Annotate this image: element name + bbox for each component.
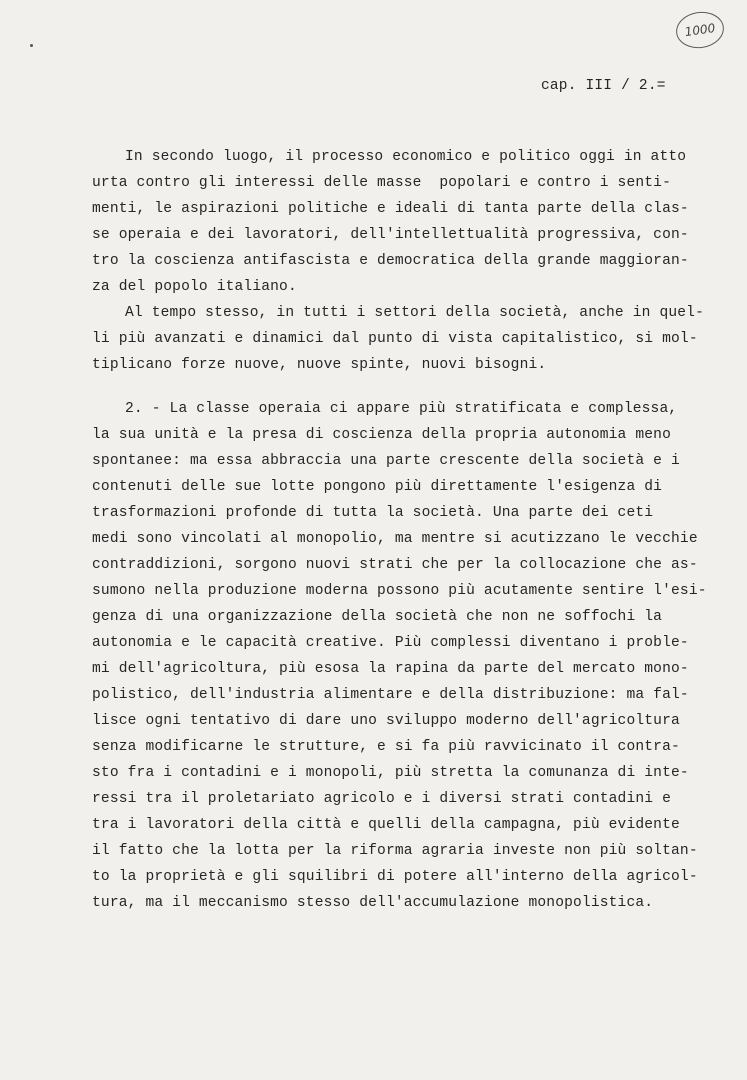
text-line: Al tempo stesso, in tutti i settori della società, anche in quel- — [125, 305, 704, 321]
text-line: In secondo luogo, il processo economico e politico oggi in atto — [125, 149, 687, 165]
text-line: tura, ma il meccanismo stesso dell'accumulazione monopolistica. — [92, 895, 654, 911]
text-line: 2. - La classe operaia ci appare più stratificata e complessa, — [125, 401, 678, 417]
text-line: medi sono vincolati al monopolio, ma mentre si acutizzano le vecchie — [92, 531, 698, 547]
text-line: contraddizioni, sorgono nuovi strati che per la collocazione che as- — [92, 557, 698, 573]
text-line: sumono nella produzione moderna possono più acutamente sentire l'esi- — [92, 583, 707, 599]
text-line: autonomia e le capacità creative. Più complessi diventano i proble- — [92, 635, 689, 651]
archive-number: 1000 — [683, 20, 717, 40]
archive-number-stamp — [674, 9, 727, 51]
text-line: mi dell'agricoltura, più esosa la rapina da parte del mercato mono- — [92, 661, 689, 677]
text-line: spontanee: ma essa abbraccia una parte crescente della società e i — [92, 453, 680, 469]
text-line: la sua unità e la presa di coscienza della propria autonomia meno — [92, 427, 671, 443]
text-line: trasformazioni profonde di tutta la società. Una parte dei ceti — [92, 505, 654, 521]
text-line: lisce ogni tentativo di dare uno sviluppo moderno dell'agricoltura — [92, 713, 680, 729]
text-line: il fatto che la lotta per la riforma agraria investe non più soltan- — [92, 843, 698, 859]
text-line: za del popolo italiano. — [92, 279, 297, 295]
text-line: senza modificarne le strutture, e si fa più ravvicinato il contra- — [92, 739, 680, 755]
text-line: polistico, dell'industria alimentare e della distribuzione: ma fal- — [92, 687, 689, 703]
text-line: tiplicano forze nuove, nuove spinte, nuovi bisogni. — [92, 357, 547, 373]
text-line: contenuti delle sue lotte pongono più direttamente l'esigenza di — [92, 479, 663, 495]
text-line: ressi tra il proletariato agricolo e i diversi strati contadini e — [92, 791, 671, 807]
text-line: se operaia e dei lavoratori, dell'intellettualità progressiva, con- — [92, 227, 689, 243]
text-line: sto fra i contadini e i monopoli, più stretta la comunanza di inte- — [92, 765, 689, 781]
text-line: to la proprietà e gli squilibri di potere all'interno della agricol- — [92, 869, 698, 885]
page-reference: cap. III / 2.= — [541, 78, 666, 94]
text-line: li più avanzati e dinamici dal punto di vista capitalistico, si mol- — [92, 331, 698, 347]
text-line: tro la coscienza antifascista e democratica della grande maggioran- — [92, 253, 689, 269]
text-line: genza di una organizzazione della società che non ne soffochi la — [92, 609, 663, 625]
text-line: tra i lavoratori della città e quelli della campagna, più evidente — [92, 817, 680, 833]
paper-speck — [30, 44, 33, 47]
text-line: urta contro gli interessi delle masse popolari e contro i senti- — [92, 175, 671, 191]
text-line: menti, le aspirazioni politiche e ideali di tanta parte della clas- — [92, 201, 689, 217]
